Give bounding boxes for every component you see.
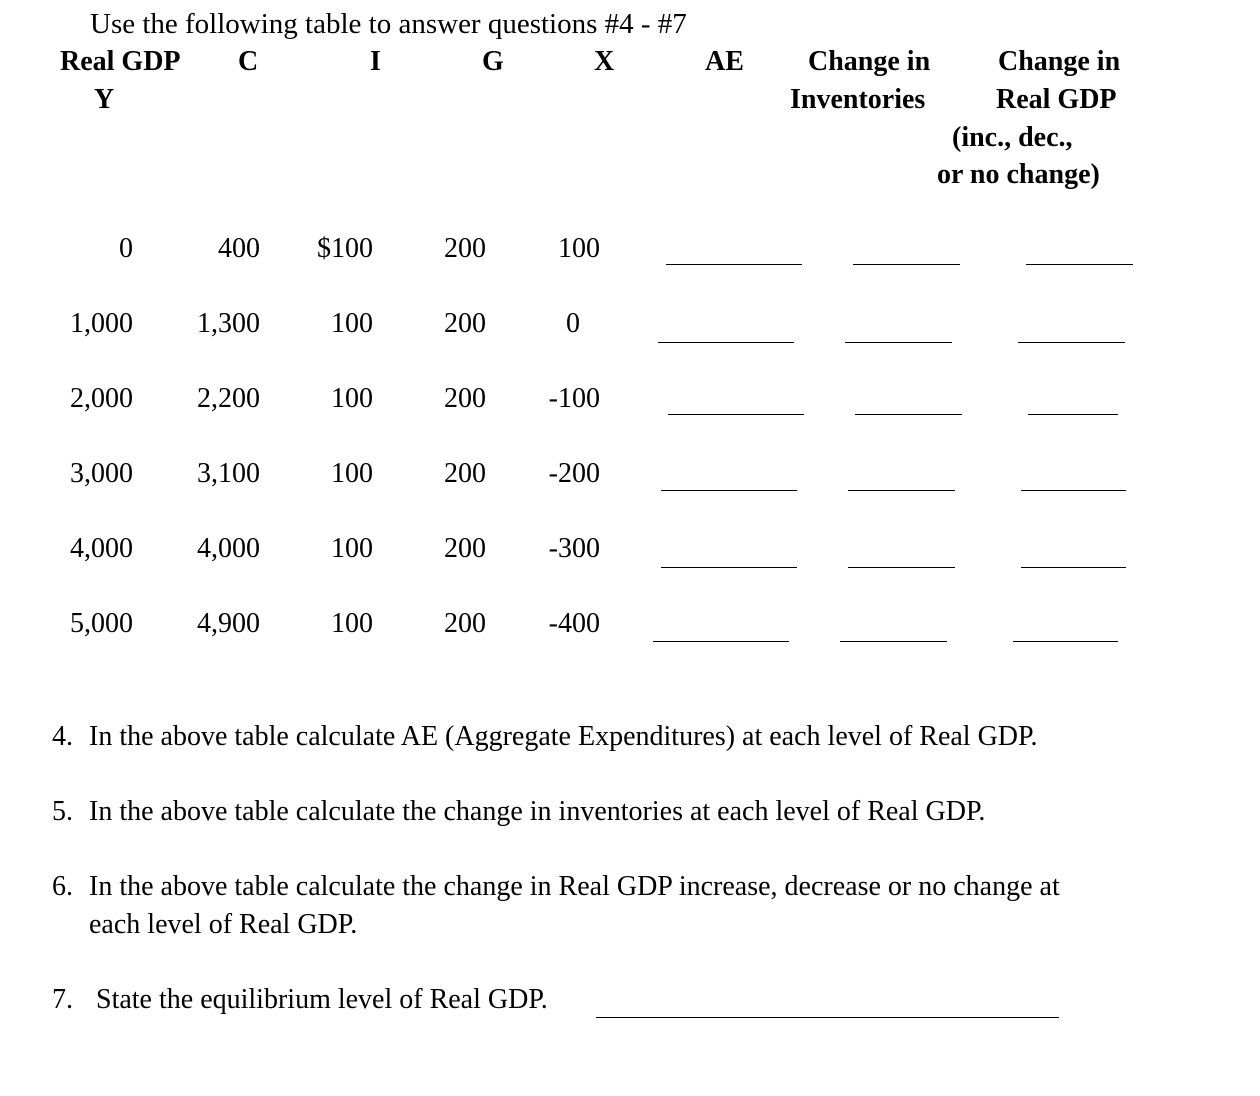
header-g: G xyxy=(482,46,504,77)
question-number: 5. xyxy=(52,796,73,827)
question-number: 4. xyxy=(52,721,73,752)
header-change-gdp-line1: Change in xyxy=(998,46,1121,77)
header-ae: AE xyxy=(705,46,744,77)
inventory-answer-blank[interactable] xyxy=(840,641,947,642)
cell-y: 1,000 xyxy=(70,308,133,339)
cell-c: 3,100 xyxy=(197,458,260,489)
cell-i: $100 xyxy=(317,233,373,264)
cell-c: 400 xyxy=(218,233,260,264)
cell-c: 2,200 xyxy=(197,383,260,414)
gdp-change-answer-blank[interactable] xyxy=(1026,264,1133,265)
cell-g: 200 xyxy=(444,533,486,564)
cell-c: 1,300 xyxy=(197,308,260,339)
equilibrium-answer-blank[interactable] xyxy=(596,1017,1059,1018)
header-change-gdp-line3: (inc., dec., xyxy=(952,122,1073,153)
header-c: C xyxy=(238,46,259,77)
cell-x: 0 xyxy=(566,308,580,339)
cell-g: 200 xyxy=(444,383,486,414)
header-y: Y xyxy=(94,84,115,115)
inventory-answer-blank[interactable] xyxy=(845,342,952,343)
header-i: I xyxy=(370,46,381,77)
question-number: 7. xyxy=(52,984,73,1015)
cell-g: 200 xyxy=(444,308,486,339)
cell-g: 200 xyxy=(444,608,486,639)
cell-c: 4,900 xyxy=(197,608,260,639)
gdp-change-answer-blank[interactable] xyxy=(1013,641,1118,642)
cell-c: 4,000 xyxy=(197,533,260,564)
question-number: 6. xyxy=(52,871,73,902)
cell-i: 100 xyxy=(331,383,373,414)
cell-x: -400 xyxy=(548,608,600,639)
cell-y: 0 xyxy=(119,233,133,264)
cell-y: 4,000 xyxy=(70,533,133,564)
cell-i: 100 xyxy=(331,533,373,564)
gdp-change-answer-blank[interactable] xyxy=(1021,567,1126,568)
gdp-change-answer-blank[interactable] xyxy=(1021,490,1126,491)
cell-x: 100 xyxy=(558,233,600,264)
header-change-gdp-line4: or no change) xyxy=(937,159,1100,190)
cell-x: -100 xyxy=(548,383,600,414)
ae-answer-blank[interactable] xyxy=(666,264,802,265)
inventory-answer-blank[interactable] xyxy=(853,264,960,265)
question-text: In the above table calculate the change in Real GDP increase, decrease or no change at xyxy=(89,871,1060,902)
ae-answer-blank[interactable] xyxy=(668,414,804,415)
page-title: Use the following table to answer questions #4 - #7 xyxy=(90,8,687,40)
inventory-answer-blank[interactable] xyxy=(855,414,962,415)
cell-i: 100 xyxy=(331,308,373,339)
question-text: In the above table calculate AE (Aggregate Expenditures) at each level of Real GDP. xyxy=(89,721,1038,752)
cell-y: 5,000 xyxy=(70,608,133,639)
cell-i: 100 xyxy=(331,608,373,639)
cell-g: 200 xyxy=(444,458,486,489)
inventory-answer-blank[interactable] xyxy=(848,567,955,568)
header-x: X xyxy=(594,46,615,77)
ae-answer-blank[interactable] xyxy=(658,342,794,343)
cell-x: -200 xyxy=(548,458,600,489)
ae-answer-blank[interactable] xyxy=(661,490,797,491)
cell-g: 200 xyxy=(444,233,486,264)
header-real-gdp: Real GDP xyxy=(60,46,181,77)
gdp-change-answer-blank[interactable] xyxy=(1028,414,1118,415)
cell-y: 2,000 xyxy=(70,383,133,414)
cell-x: -300 xyxy=(548,533,600,564)
question-text: State the equilibrium level of Real GDP. xyxy=(96,984,548,1015)
gdp-change-answer-blank[interactable] xyxy=(1018,342,1125,343)
ae-answer-blank[interactable] xyxy=(653,641,789,642)
cell-y: 3,000 xyxy=(70,458,133,489)
inventory-answer-blank[interactable] xyxy=(848,490,955,491)
header-change-gdp-line2: Real GDP xyxy=(996,84,1117,115)
header-change-inventories-line1: Change in xyxy=(808,46,931,77)
ae-answer-blank[interactable] xyxy=(661,567,797,568)
question-text: In the above table calculate the change in inventories at each level of Real GDP. xyxy=(89,796,986,827)
question-text-continued: each level of Real GDP. xyxy=(89,909,358,940)
cell-i: 100 xyxy=(331,458,373,489)
header-change-inventories-line2: Inventories xyxy=(790,84,926,115)
